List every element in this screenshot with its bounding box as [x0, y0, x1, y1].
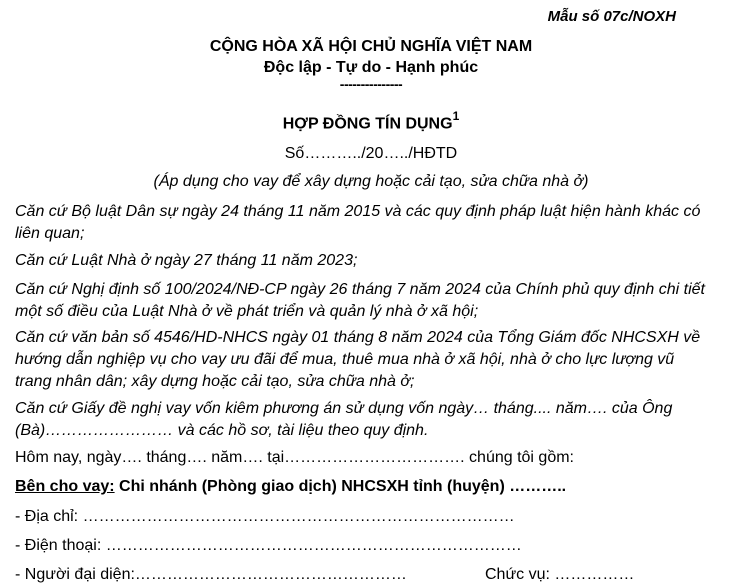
legal-basis-guidance: Căn cứ văn bản số 4546/HD-NHCS ngày 01 tháng 8 năm 2024 của Tổng Giám đốc NHCSXH về hướng dẫn nghiệp vụ cho vay ưu đãi để mua, thuê mua nhà ở xã hội, nhà ở cho lực lượng vũ trang nhân dân; xây dựng hoặc cải tạo, sửa chữa nhà ở;: [15, 329, 701, 390]
contract-number: Số………../20…../HĐTD: [284, 145, 458, 162]
lender-line: [15, 478, 566, 496]
role-field: Chức vụ: ……………: [485, 566, 635, 583]
lender-value: Chi nhánh (Phòng giao dịch) NHCSXH tỉnh (huyện) ………..: [114, 478, 567, 495]
scope-note: (Áp dụng cho vay để xây dựng hoặc cải tạo, sửa chữa nhà ở): [153, 173, 589, 190]
representative-field: - Người đại diện:……………………………………………: [15, 566, 407, 583]
legal-basis-civil-code: Căn cứ Bộ luật Dân sự ngày 24 tháng 11 năm 2015 và các quy định pháp luật hiện hành khác có liên quan;: [15, 203, 701, 242]
document-title-text: HỢP ĐỒNG TÍN DỤNG: [282, 115, 453, 133]
legal-basis-application: Căn cứ Giấy đề nghị vay vốn kiêm phương án sử dụng vốn ngày… tháng.... năm…. của Ông (Bà)…………………… và các hồ sơ, tài liệu theo quy định.: [15, 400, 673, 439]
lender-label: Bên cho vay:: [15, 478, 115, 495]
header-divider: ---------------: [339, 76, 403, 92]
form-code: Mẫu số 07c/NOXH: [547, 8, 676, 25]
national-motto: Độc lập - Tự do - Hạnh phúc: [263, 59, 479, 76]
legal-basis-housing-law: Căn cứ Luật Nhà ở ngày 27 tháng 11 năm 2023;: [15, 252, 358, 269]
national-title: CỘNG HÒA XÃ HỘI CHỦ NGHĨA VIỆT NAM: [209, 38, 533, 55]
phone-field: - Điện thoại: ……………………………………………………………………: [15, 537, 522, 554]
date-place-line: Hôm nay, ngày…. tháng…. năm…. tại……………………………. chúng tôi gồm:: [15, 449, 574, 466]
address-field: - Địa chỉ: ………………………………………………………………………: [15, 508, 515, 525]
legal-basis-decree: Căn cứ Nghị định số 100/2024/NĐ-CP ngày 26 tháng 7 năm 2024 của Chính phủ quy định chi tiết một số điều của Luật Nhà ở về phát triển và quản lý nhà ở xã hội;: [15, 281, 705, 320]
document-title: [0, 111, 742, 133]
representative-line: [15, 566, 635, 584]
footnote-marker: 1: [452, 109, 460, 123]
